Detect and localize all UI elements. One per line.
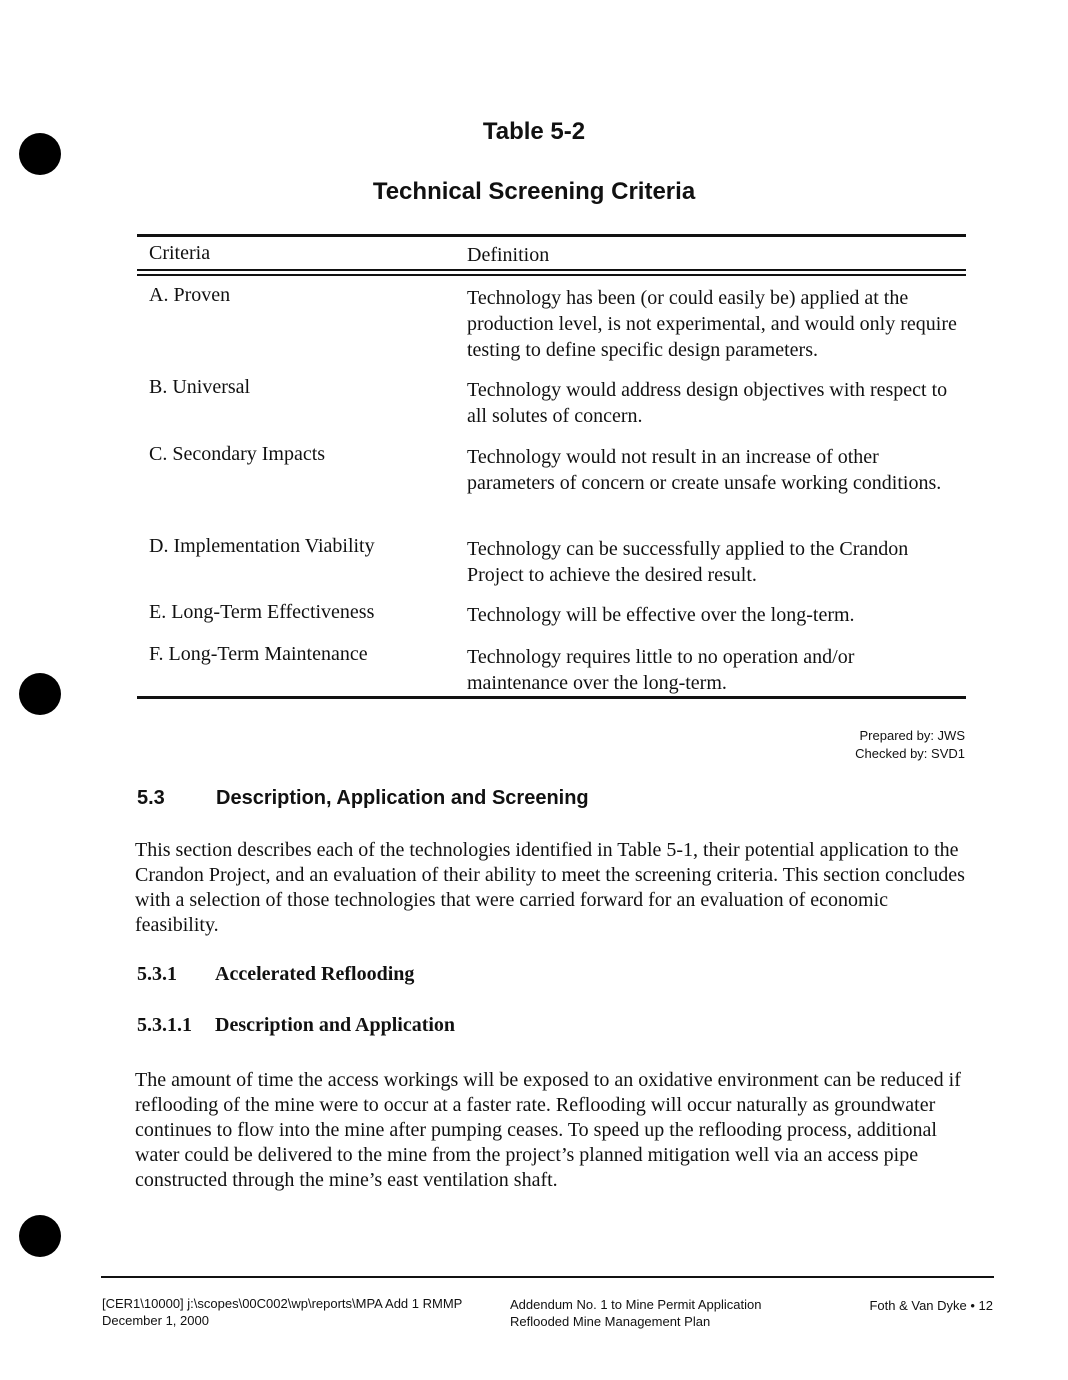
table-row-criteria: D. Implementation Viability [149, 535, 375, 557]
footer-path: [CER1\10000] j:\scopes\00C002\wp\reports\MPA Add 1 RMMP [102, 1296, 463, 1311]
footer-doc-subtitle: Reflooded Mine Management Plan [510, 1314, 711, 1329]
header-rule-upper [137, 269, 966, 271]
table-bottom-rule [137, 696, 966, 699]
table-title: Technical Screening Criteria [372, 178, 696, 205]
section-5-3-1-title: Accelerated Reflooding [215, 963, 415, 985]
section-5-3-title: Description, Application and Screening [216, 787, 589, 809]
checked-by: Checked by: SVD1 [855, 746, 965, 761]
table-row-criteria: F. Long-Term Maintenance [149, 643, 368, 665]
table-row-definition: Technology will be effective over the long-term. [467, 604, 855, 626]
table-row-criteria: A. Proven [149, 284, 231, 306]
definition-header: Definition [467, 244, 550, 266]
table-row-criteria: B. Universal [149, 376, 251, 398]
section-5-3-1-1-body: The amount of time the access workings will be exposed to an oxidative environment can be reduced if reflooding of the mine were to occur at a faster rate. Reflooding will occur naturally as groundwater continues to flow into the mine after pumping ceases. To speed up the reflooding process, additional water could be delivered to the mine from the project’s planned mitigation well via an access pipe constructed through the mine’s east ventilation shaft. [135, 1069, 961, 1191]
footer-rule [101, 1276, 994, 1278]
table-row-definition: Technology requires little to no operation and/or maintenance over the long-term. [467, 646, 855, 694]
table-row-definition: Technology would not result in an increase of other parameters of concern or create unsafe working conditions. [467, 446, 942, 494]
table-row-definition: Technology has been (or could easily be) applied at the production level, is not experimental, and would only require testing to define specific design parameters. [467, 287, 957, 361]
prepared-by: Prepared by: JWS [859, 728, 965, 743]
table-top-rule [137, 234, 966, 237]
table-row-definition: Technology would address design objectives with respect to all solutes of concern. [467, 379, 948, 427]
section-5-3-1-1-title: Description and Application [215, 1014, 456, 1036]
section-5-3-1-number: 5.3.1 [137, 963, 177, 985]
criteria-header: Criteria [149, 242, 211, 264]
footer-doc-title: Addendum No. 1 to Mine Permit Application [510, 1297, 762, 1312]
binder-hole-middle [19, 673, 61, 715]
table-row-criteria: E. Long-Term Effectiveness [149, 601, 375, 623]
footer-date: December 1, 2000 [102, 1313, 209, 1328]
header-rule-lower [137, 274, 966, 276]
section-5-3-number: 5.3 [137, 787, 165, 809]
footer-company-page: Foth & Van Dyke • 12 [869, 1298, 993, 1313]
section-5-3-body: This section describes each of the technologies identified in Table 5-1, their potential application to the Crandon Project, and an evaluation of their ability to meet the screening criteria. This section concludes with a selection of those technologies that were carried forward for an evaluation of economic feasibility. [135, 839, 965, 936]
binder-hole-bottom [19, 1215, 61, 1257]
section-5-3-1-1-number: 5.3.1.1 [137, 1014, 192, 1036]
table-row-criteria: C. Secondary Impacts [149, 443, 326, 465]
table-number: Table 5-2 [482, 118, 586, 145]
table-row-definition: Technology can be successfully applied to the Crandon Project to achieve the desired result. [467, 538, 909, 586]
